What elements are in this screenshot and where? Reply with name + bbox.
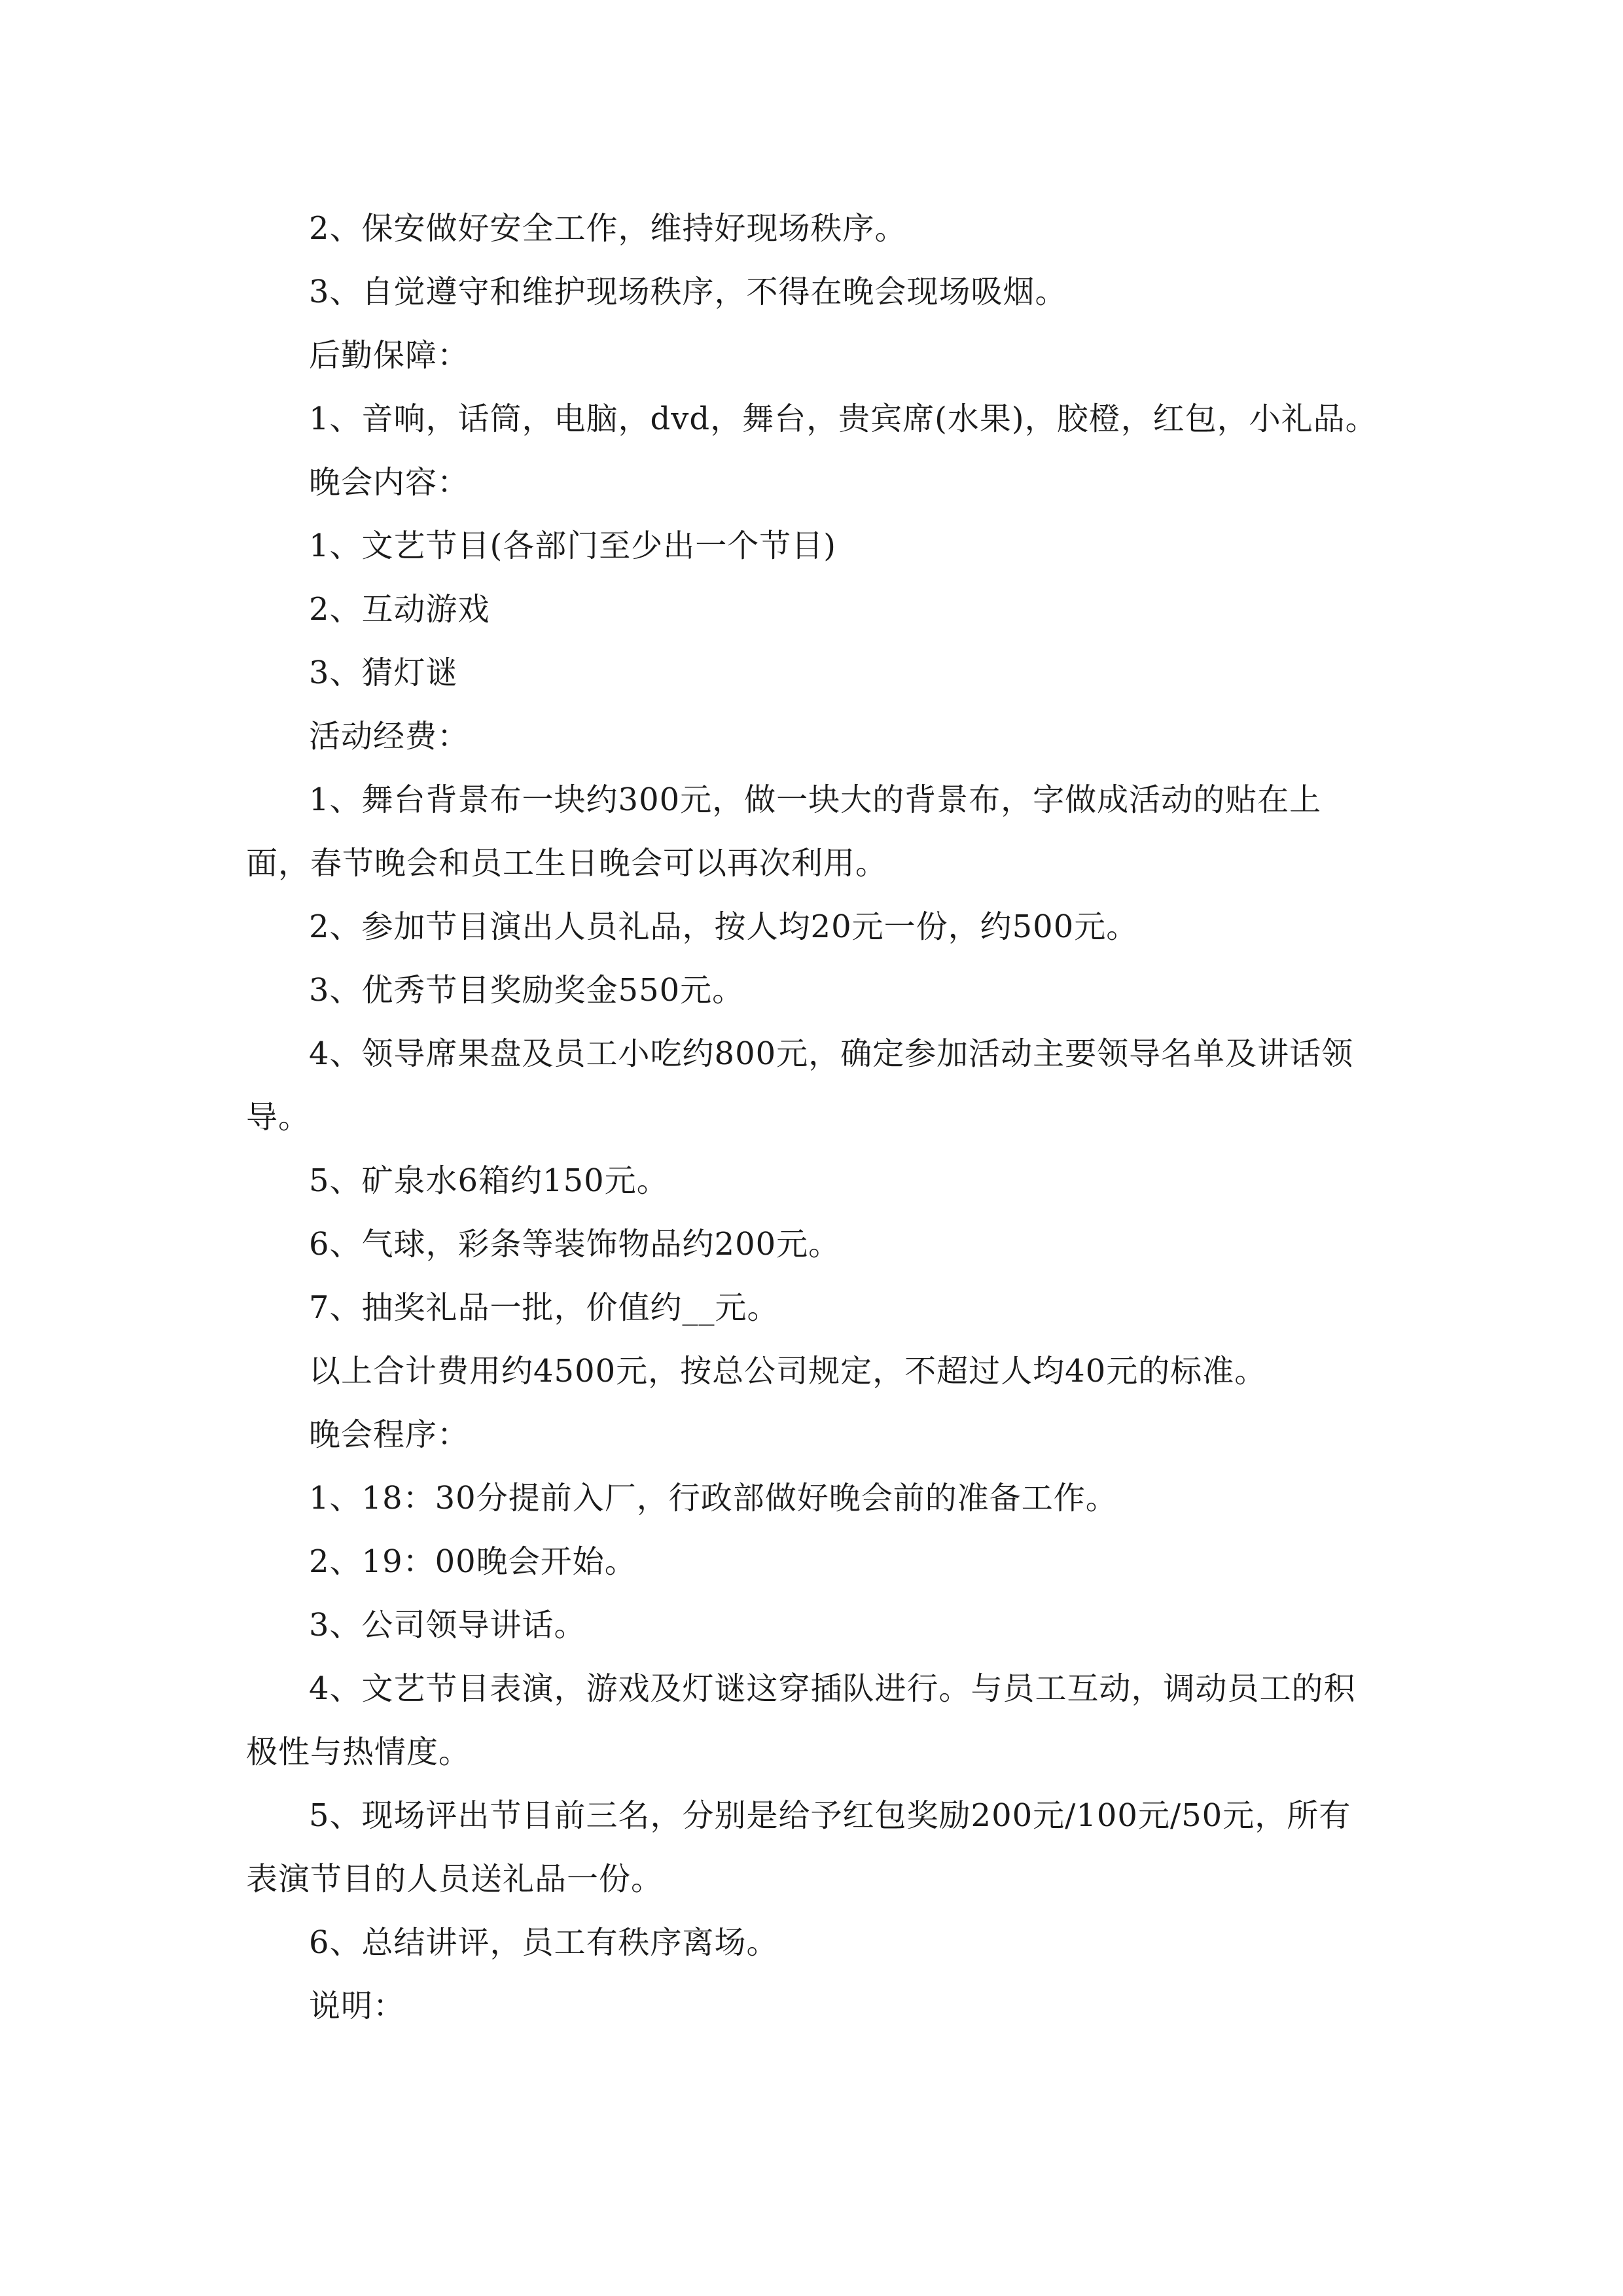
heading-budget: 活动经费： xyxy=(309,718,470,755)
heading-program: 晚会程序： xyxy=(309,1416,470,1453)
paragraph-budget-performer-gifts: 2、参加节目演出人员礼品，按人均20元一份，约500元。 xyxy=(309,908,1139,945)
document-body xyxy=(246,197,1378,2038)
heading-notes: 说明： xyxy=(309,1988,406,2024)
paragraph-budget-total: 以上合计费用约4500元，按总公司规定，不超过人均40元的标准。 xyxy=(309,1353,1267,1390)
paragraph-program-performances: 4、文艺节目表演，游戏及灯谜这穿插队进行。与员工互动，调动员工的积极性与热情度。 xyxy=(246,1670,1356,1770)
paragraph-lantern-riddles: 3、猜灯谜 xyxy=(309,655,458,691)
paragraph-budget-awards: 3、优秀节目奖励奖金550元。 xyxy=(309,972,745,1009)
paragraph-budget-backdrop: 1、舞台背景布一块约300元，做一块大的背景布，字做成活动的贴在上面，春节晚会和员工生日晚会可以再次利用。 xyxy=(246,781,1322,882)
paragraph-budget-lottery: 7、抽奖礼品一批，价值约__元。 xyxy=(309,1289,779,1326)
paragraph-program-closing: 6、总结讲评，员工有秩序离场。 xyxy=(309,1924,779,1961)
heading-party-content: 晚会内容： xyxy=(309,464,470,501)
heading-logistics: 后勤保障： xyxy=(309,337,470,374)
paragraph-program-speech: 3、公司领导讲话。 xyxy=(309,1607,586,1643)
paragraph-no-smoking: 3、自觉遵守和维护现场秩序，不得在晚会现场吸烟。 xyxy=(309,274,1067,310)
paragraph-program-start: 2、19：00晚会开始。 xyxy=(309,1543,637,1580)
paragraph-budget-water: 5、矿泉水6箱约150元。 xyxy=(309,1162,669,1199)
paragraph-logistics-equipment: 1、音响，话筒，电脑，dvd，舞台，贵宾席(水果)，胶橙，红包，小礼品。 xyxy=(309,401,1378,437)
paragraph-budget-snacks: 4、领导席果盘及员工小吃约800元，确定参加活动主要领导名单及讲话领导。 xyxy=(246,1035,1354,1136)
paragraph-art-performance: 1、文艺节目(各部门至少出一个节目) xyxy=(309,528,836,564)
paragraph-budget-decorations: 6、气球，彩条等装饰物品约200元。 xyxy=(309,1226,841,1263)
paragraph-security-order: 2、保安做好安全工作，维持好现场秩序。 xyxy=(309,210,907,247)
paragraph-interactive-games: 2、互动游戏 xyxy=(309,591,490,628)
paragraph-program-awards: 5、现场评出节目前三名，分别是给予红包奖励200元/100元/50元，所有表演节目的人员送礼品一份。 xyxy=(246,1797,1351,1897)
paragraph-program-arrival: 1、18：30分提前入厂，行政部做好晚会前的准备工作。 xyxy=(309,1480,1118,1516)
